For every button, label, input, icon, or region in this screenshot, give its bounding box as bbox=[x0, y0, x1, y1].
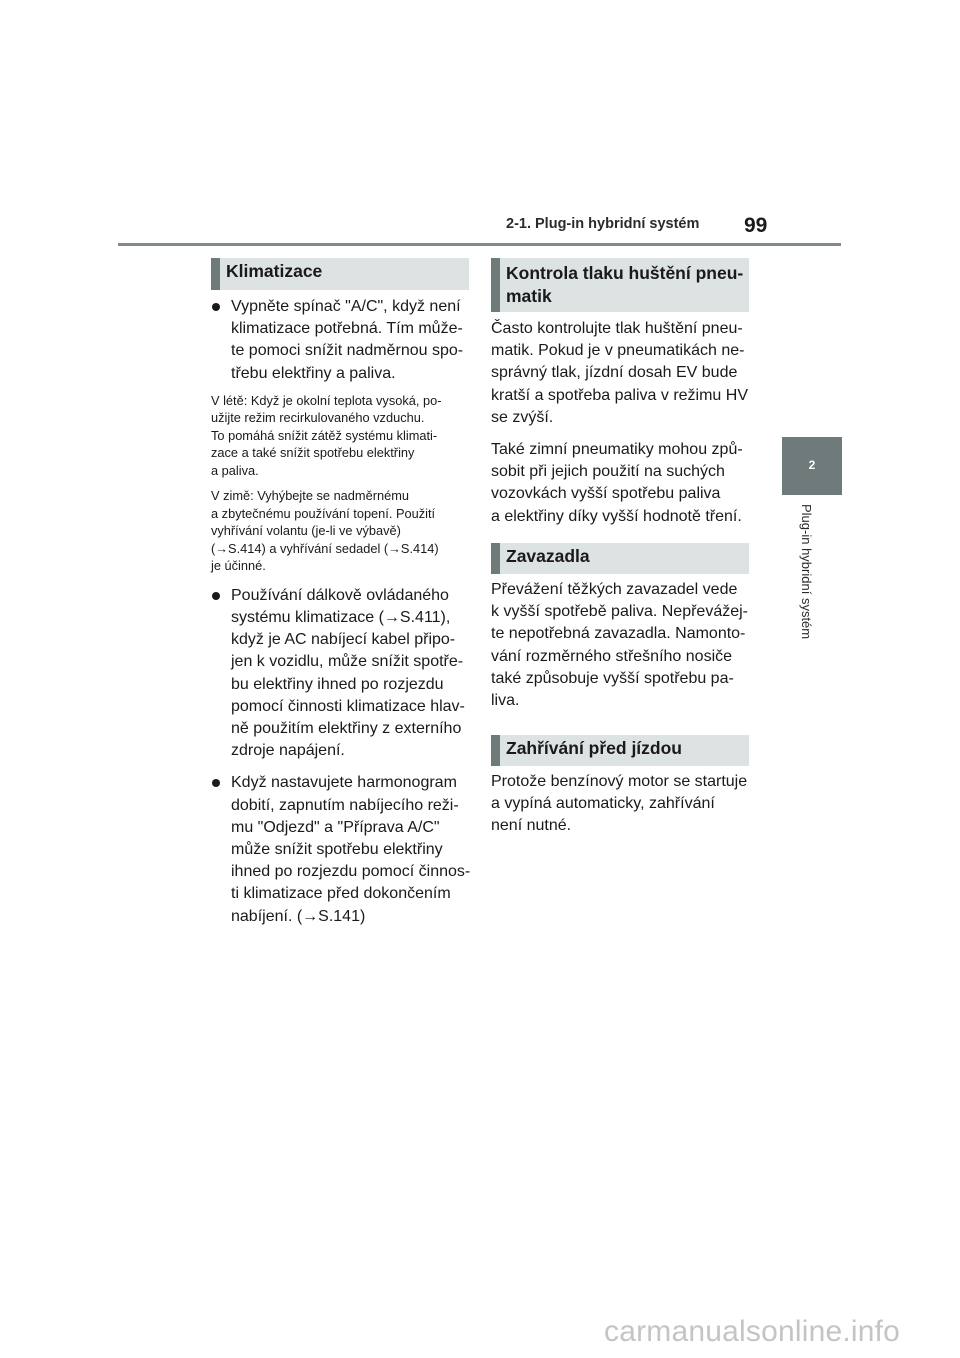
bullet-remote-ac-line-6: pomocí činnosti klimatizace hlav- bbox=[231, 697, 465, 715]
note-summer-line-2: užijte režim recirkulovaného vzduchu. bbox=[211, 410, 425, 426]
bullet-remote-ac-line-7: ně použitím elektřiny z externího bbox=[231, 720, 462, 738]
right-column-block-2 bbox=[491, 579, 753, 712]
note-winter-line-1: V zimě: Vyhýbejte se nadměrnému bbox=[211, 488, 409, 504]
left-column bbox=[211, 296, 473, 928]
chapter-number: 2 bbox=[808, 458, 816, 472]
bullet-charging-schedule-line-4: může snížit spotřebu elektřiny bbox=[231, 841, 443, 859]
bullet-charging-schedule-line-1: Když nastavujete harmonogram bbox=[231, 774, 457, 792]
para-warmup-line-1: Protože benzínový motor se startuje bbox=[491, 773, 748, 790]
note-winter bbox=[211, 487, 473, 575]
para-tire-pressure-line-4: kratší a spotřeba paliva v režimu HV bbox=[491, 386, 748, 404]
heading-warmup bbox=[491, 735, 749, 766]
note-summer-line-5: a paliva. bbox=[211, 462, 259, 478]
bullet-remote-ac-line-1: Používání dálkově ovládaného bbox=[231, 586, 449, 604]
para-luggage-line-3: te nepotřebná zavazadla. Namonto- bbox=[491, 625, 746, 643]
bullet-ac-switch-line-4: třebu elektřiny a paliva. bbox=[231, 364, 396, 382]
para-winter-tires-line-4: a elektřiny díky vyšší hodnotě tření. bbox=[491, 507, 742, 525]
note-summer-line-3: To pomáhá snížit zátěž systému klimati- bbox=[211, 427, 438, 443]
para-warmup-line-2: a vypíná automaticky, zahřívání bbox=[491, 795, 715, 813]
para-luggage-line-1: Převážení těžkých zavazadel vede bbox=[491, 581, 738, 598]
bullet-charging-schedule-line-7: nabíjení. (→S.141) bbox=[231, 907, 366, 925]
para-tire-pressure-line-1: Často kontrolujte tlak huštění pneu- bbox=[491, 320, 743, 337]
bullet-remote-ac-line-4: jen k vozidlu, může snížit spotře- bbox=[231, 653, 464, 671]
heading-tire-pressure-line-2: matik bbox=[506, 286, 552, 306]
heading-klimatizace-text: Klimatizace bbox=[226, 261, 323, 281]
heading-klimatizace bbox=[211, 258, 469, 290]
bullet-charging-schedule-line-3: mu "Odjezd" a "Příprava A/C" bbox=[231, 818, 440, 836]
heading-tire-pressure bbox=[491, 258, 749, 312]
bullet-ac-switch-line-3: te pomoci snížit nadměrnou spo- bbox=[231, 342, 464, 360]
para-winter-tires-line-1: Také zimní pneumatiky mohou způ- bbox=[491, 441, 743, 459]
note-summer-line-1: V létě: Když je okolní teplota vysoká, po- bbox=[211, 392, 442, 408]
bullet-charging-schedule bbox=[211, 772, 473, 927]
heading-luggage bbox=[491, 543, 749, 574]
para-tire-pressure-line-2: matik. Pokud je v pneumatikách ne- bbox=[491, 342, 745, 360]
para-warmup bbox=[491, 771, 753, 838]
bullet-remote-ac-line-5: bu elektřiny ihned po rozjezdu bbox=[231, 675, 444, 693]
watermark: carmanualsonline.info bbox=[604, 1315, 901, 1348]
para-winter-tires bbox=[491, 439, 753, 528]
para-warmup-line-3: není nutné. bbox=[491, 817, 572, 835]
right-column-block-3 bbox=[491, 771, 753, 838]
para-luggage-line-2: k vyšší spotřebě paliva. Nepřevážej- bbox=[491, 603, 748, 621]
bullet-charging-schedule-line-6: ti klimatizace před dokončením bbox=[231, 885, 451, 903]
bullet-dot bbox=[212, 779, 220, 787]
bullet-charging-schedule-line-5: ihned po rozjezdu pomocí činnos- bbox=[231, 863, 471, 881]
note-winter-line-2: a zbytečnému používání topení. Použití bbox=[211, 505, 436, 521]
bullet-charging-schedule-line-2: dobití, zapnutím nabíjecího reži- bbox=[231, 796, 459, 814]
para-luggage-line-5: také způsobuje vyšší spotřebu pa- bbox=[491, 669, 734, 687]
para-winter-tires-line-3: vozovkách vyšší spotřebu paliva bbox=[491, 485, 721, 503]
para-tire-pressure-line-5: se zvýší. bbox=[491, 408, 554, 426]
para-luggage-line-6: liva. bbox=[491, 692, 520, 710]
para-luggage bbox=[491, 579, 753, 712]
para-tire-pressure-line-3: správný tlak, jízdní dosah EV bude bbox=[491, 364, 738, 382]
bullet-ac-switch-line-2: klimatizace potřebná. Tím může- bbox=[231, 320, 463, 338]
right-column-block-1 bbox=[491, 318, 753, 528]
bullet-remote-ac-line-2: systému klimatizace (→S.411), bbox=[231, 609, 451, 627]
bullet-dot bbox=[212, 592, 220, 600]
para-tire-pressure bbox=[491, 318, 753, 429]
bullet-ac-switch bbox=[211, 296, 473, 385]
running-header-title: 2-1. Plug-in hybridní systém bbox=[506, 216, 700, 232]
para-winter-tires-line-2: sobit při jejich použití na suchých bbox=[491, 463, 725, 481]
bullet-dot bbox=[212, 303, 220, 311]
bullet-remote-ac-line-3: když je AC nabíjecí kabel připo- bbox=[231, 631, 456, 649]
bullet-remote-ac-line-8: zdroje napájení. bbox=[231, 742, 345, 760]
note-winter-line-5: je účinné. bbox=[211, 558, 266, 574]
note-summer-line-4: zace a také snížit spotřebu elektřiny bbox=[211, 445, 415, 461]
para-luggage-line-4: vání rozměrného střešního nosiče bbox=[491, 647, 733, 665]
heading-warmup-text: Zahřívání před jízdou bbox=[506, 738, 682, 758]
heading-luggage-text: Zavazadla bbox=[506, 546, 590, 566]
note-winter-line-3: vyhřívání volantu (je-li ve výbavě) bbox=[211, 523, 401, 539]
heading-tire-pressure-line-1: Kontrola tlaku huštění pneu- bbox=[506, 263, 744, 283]
chapter-label: Plug-in hybridní systém bbox=[799, 504, 814, 640]
note-summer bbox=[211, 392, 473, 480]
bullet-remote-ac bbox=[211, 585, 473, 763]
header-rule bbox=[118, 243, 841, 246]
note-winter-line-4: (→S.414) a vyhřívání sedadel (→S.414) bbox=[211, 540, 439, 556]
page-number: 99 bbox=[744, 214, 768, 237]
bullet-ac-switch-line-1: Vypněte spínač "A/C", když není bbox=[231, 298, 461, 315]
